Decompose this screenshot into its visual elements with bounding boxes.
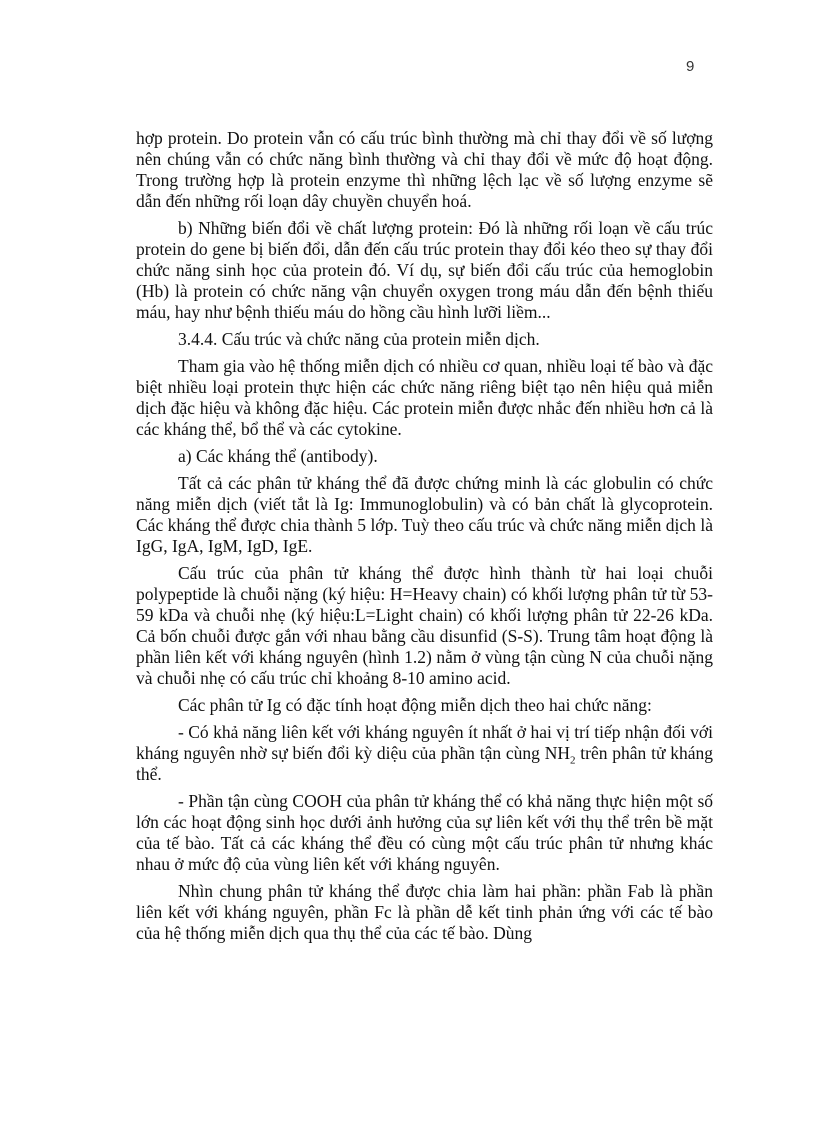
paragraph-1: hợp protein. Do protein vẫn có cấu trúc bình thường mà chỉ thay đổi về số lượng nên chúng vẫn có chức năng bình thường và chỉ thay đổi về mức độ hoạt động. Trong trường hợp là protein enzyme thì những lệch lạc về số lượng enzyme sẽ dẫn đến những rối loạn dây chuyền chuyển hoá. — [136, 128, 713, 211]
paragraph-5: Cấu trúc của phân tử kháng thể được hình thành từ hai loại chuỗi polypeptide là chuỗi nặng (ký hiệu: H=Heavy chain) có khối lượng phân tử từ 53-59 kDa và chuỗi nhẹ (ký hiệu:L=Light chain) có khối lượng phân tử 22-26 kDa. Cả bốn chuỗi được gắn với nhau bằng cầu disunfid (S-S). Trung tâm hoạt động là phần liên kết với kháng nguyên (hình 1.2) nằm ở vùng tận cùng N của chuỗi nặng và chuỗi nhẹ có cấu trúc chỉ khoảng 8-10 amino acid. — [136, 563, 713, 688]
paragraph-8: - Phần tận cùng COOH của phân tử kháng thể có khả năng thực hiện một số lớn các hoạt động sinh học dưới ảnh hưởng của sự liên kết với thụ thể trên bề mặt của tế bào. Tất cả các kháng thể đều có cùng một cấu trúc phân tử nhưng khác nhau ở mức độ của vùng liên kết với kháng nguyên. — [136, 791, 713, 874]
paragraph-2: b) Những biến đổi về chất lượng protein: Đó là những rối loạn về cấu trúc protein do gene bị biến đổi, dẫn đến cấu trúc protein thay đổi kéo theo sự thay đổi chức năng sinh học của protein đó. Ví dụ, sự biến đổi cấu trúc của hemoglobin (Hb) là protein có chức năng vận chuyển oxygen trong máu dẫn đến bệnh thiếu máu, hay như bệnh thiếu máu do hồng cầu hình lưỡi liềm... — [136, 218, 713, 322]
paragraph-7-text-before: - Có khả năng liên kết với kháng nguyên ít nhất ở hai vị trí tiếp nhận đối với kháng nguyên nhờ sự biến đổi kỳ diệu của phần tận cùng NH — [136, 722, 713, 763]
document-body — [136, 128, 713, 944]
section-heading: 3.4.4. Cấu trúc và chức năng của protein miễn dịch. — [178, 329, 540, 349]
paragraph-7 — [136, 722, 713, 785]
paragraph-7-text-after: trên phân tử kháng thể. — [136, 743, 713, 784]
paragraph-9: Nhìn chung phân tử kháng thể được chia làm hai phần: phần Fab là phần liên kết với kháng nguyên, phần Fc là phần dễ kết tinh phản ứng với các tế bào của hệ thống miễn dịch qua thụ thể của các tế bào. Dùng — [136, 881, 713, 943]
paragraph-3: Tham gia vào hệ thống miễn dịch có nhiều cơ quan, nhiều loại tế bào và đặc biệt nhiều loại protein thực hiện các chức năng riêng biệt tạo nên hiệu quả miễn dịch đặc hiệu và không đặc hiệu. Các protein miễn được nhắc đến nhiều hơn cả là các kháng thể, bổ thể và các cytokine. — [136, 356, 713, 439]
page-number: 9 — [686, 58, 695, 75]
subheading-antibody: a) Các kháng thể (antibody). — [178, 446, 378, 466]
subscript-2: 2 — [569, 754, 576, 767]
paragraph-6: Các phân tử Ig có đặc tính hoạt động miễn dịch theo hai chức năng: — [178, 695, 652, 715]
paragraph-4: Tất cả các phân tử kháng thể đã được chứng minh là các globulin có chức năng miễn dịch (viết tắt là Ig: Immunoglobulin) và có bản chất là glycoprotein. Các kháng thể được chia thành 5 lớp. Tuỳ theo cấu trúc và chức năng miễn dịch là IgG, IgA, IgM, IgD, IgE. — [136, 473, 713, 556]
